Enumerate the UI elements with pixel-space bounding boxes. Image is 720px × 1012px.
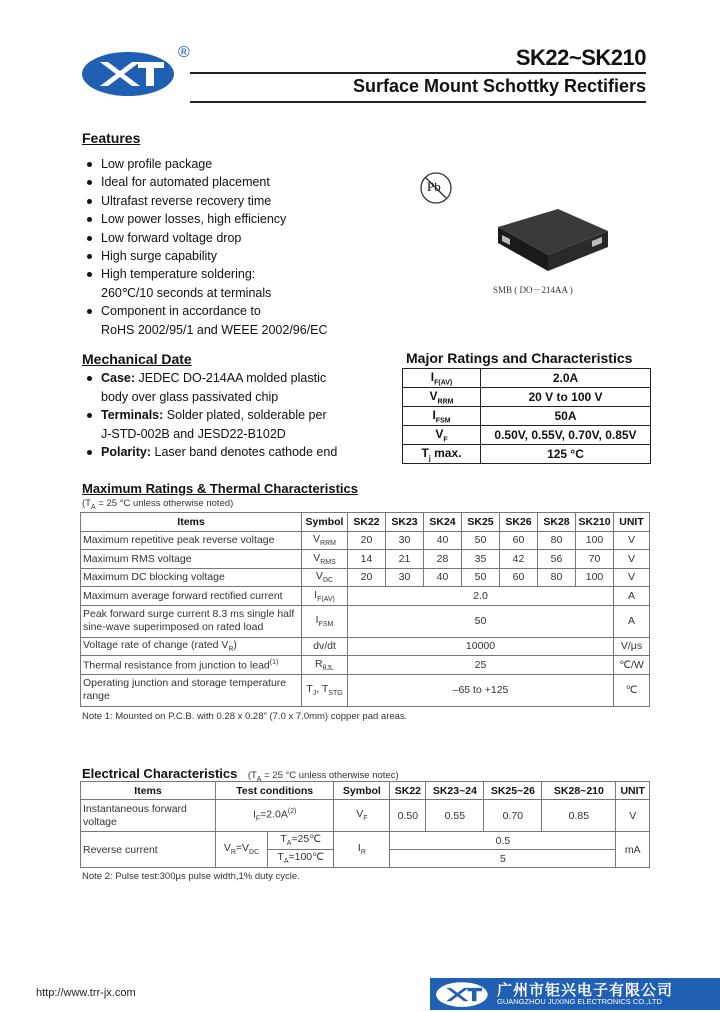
registered-mark: ® (178, 44, 190, 61)
table-row (403, 369, 651, 388)
list-item: RoHS 2002/95/1 and WEEE 2002/96/EC (101, 322, 328, 337)
symbol-cell: $V_{RRM}$ (403, 388, 481, 407)
document-subtitle: Surface Mount Schottky Rectifiers (352, 76, 646, 96)
symbol-cell: $T_j$ max. (403, 445, 481, 464)
table-header-row: Items Symbol SK22 SK23 SK24 SK25 SK26 SK28 SK210 UNIT (81, 513, 650, 532)
list-item: Low profile package (84, 155, 328, 173)
title-divider (190, 72, 646, 74)
list-item: Ultrafast reverse recovery time (84, 192, 328, 210)
list-item: Ideal for automated placement (84, 173, 328, 191)
list-item: 260℃/10 seconds at terminals (101, 285, 272, 300)
table-row: Maximum repetitive peak reverse voltage $V_{RRM}$ 20 30 40 50 60 80 100 V (81, 531, 650, 550)
note-1: Note 1: Mounted on P.C.B. with 0.28 x 0.28" (7.0 x 7.0mm) copper pad areas. (82, 711, 408, 722)
symbol-cell: $V_F$ (403, 426, 481, 445)
features-list (84, 155, 328, 339)
package-image (488, 205, 614, 277)
list-item: Low forward voltage drop (84, 229, 328, 247)
table-row: Maximum DC blocking voltage $V_{DC}$ 20 30 40 50 60 80 100 V (81, 568, 650, 587)
list-item: High temperature soldering: (84, 265, 328, 283)
value-cell: 125 °C (481, 445, 651, 464)
max-ratings-heading: Maximum Ratings & Thermal Characteristics (82, 481, 358, 496)
table-row: Operating junction and storage temperature range $T_J$, $T_{STG}$ –65 to +125 ℃ (81, 674, 650, 706)
pb-free-icon: Pb (418, 170, 454, 206)
value-cell: 20 V to 100 V (481, 388, 651, 407)
list-item: Terminals: Solder plated, solderable per (84, 406, 344, 425)
major-ratings-table (402, 368, 651, 464)
list-item: Polarity: Laser band denotes cathode end (84, 443, 344, 462)
list-item: Component in accordance to (84, 302, 328, 320)
list-item: Case: JEDEC DO-214AA molded plastic (84, 369, 344, 388)
table-row: $T_A=100℃$ 5 (81, 850, 650, 868)
table-row: Instantaneous forward voltage $I_F=2.0A^{(2)}$ $V_F$ 0.50 0.55 0.70 0.85 V (81, 800, 650, 832)
electrical-table (80, 781, 650, 868)
table-row: Thermal resistance from junction to lead$^{(1)}$ $R_{\theta JL}$ 25 ℃/W (81, 656, 650, 675)
subtitle-divider (190, 101, 646, 103)
symbol-cell: $I_{FSM}$ (403, 407, 481, 426)
table-row: Peak forward surge current 8.3 ms single half sine-wave superimposed on rated load $I_{FSM}$ 50 A (81, 605, 650, 637)
major-ratings-heading: Major Ratings and Characteristics (406, 350, 633, 366)
value-cell: 2.0A (481, 369, 651, 388)
table-row (403, 407, 651, 426)
list-item: J-STD-002B and JESD22-B102D (101, 426, 286, 441)
list-item: Low power losses, high efficiency (84, 210, 328, 228)
note-2: Note 2: Pulse test:300μs pulse width,1% duty cycle. (82, 871, 300, 882)
mechanical-heading: Mechanical Date (82, 351, 192, 367)
table-row (403, 426, 651, 445)
list-item: High surge capability (84, 247, 328, 265)
table-row: Maximum average forward rectified current $I_{F(AV)}$ 2.0 A (81, 587, 650, 606)
electrical-condition: ($T_A = 25$ °C unless otherwise notec) (247, 770, 399, 783)
table-row: Voltage rate of change (rated $V_R$) dv/dt 10000 V/μs (81, 637, 650, 656)
company-name-en: GUANGZHOU JUXING ELECTRONICS CO.,LTD (497, 997, 662, 1006)
document-title: SK22~SK210 (515, 45, 646, 70)
table-header-row: Items Test conditions Symbol SK22 SK23~24 SK25~26 SK28~210 UNIT (81, 782, 650, 800)
value-cell: 0.50V, 0.55V, 0.70V, 0.85V (481, 426, 651, 445)
electrical-heading: Electrical Characteristics (82, 766, 238, 781)
table-row: Maximum RMS voltage $V_{RMS}$ 14 21 28 35 42 56 70 V (81, 550, 650, 569)
features-heading: Features (82, 130, 141, 146)
table-row (403, 388, 651, 407)
package-caption: SMB ( DO－214AA ) (493, 285, 573, 295)
value-cell: 50A (481, 407, 651, 426)
table-row: Reverse current $V_R=V_{DC}$ $T_A=25℃$ $I_R$ 0.5 mA (81, 832, 650, 850)
max-ratings-condition: ($T_A = 25$ °C unless otherwise noted) (82, 498, 234, 511)
symbol-cell: $I_{F(AV)}$ (403, 369, 481, 388)
mechanical-list (84, 369, 344, 462)
website-link[interactable]: http://www.trr-jx.com (36, 987, 136, 999)
company-name-cn: 广州市钜兴电子有限公司 (497, 982, 674, 999)
company-logo (80, 48, 180, 98)
list-item: body over glass passivated chip (101, 389, 279, 404)
table-row (403, 445, 651, 464)
footer-logo (434, 980, 492, 1008)
max-ratings-table (80, 512, 650, 707)
